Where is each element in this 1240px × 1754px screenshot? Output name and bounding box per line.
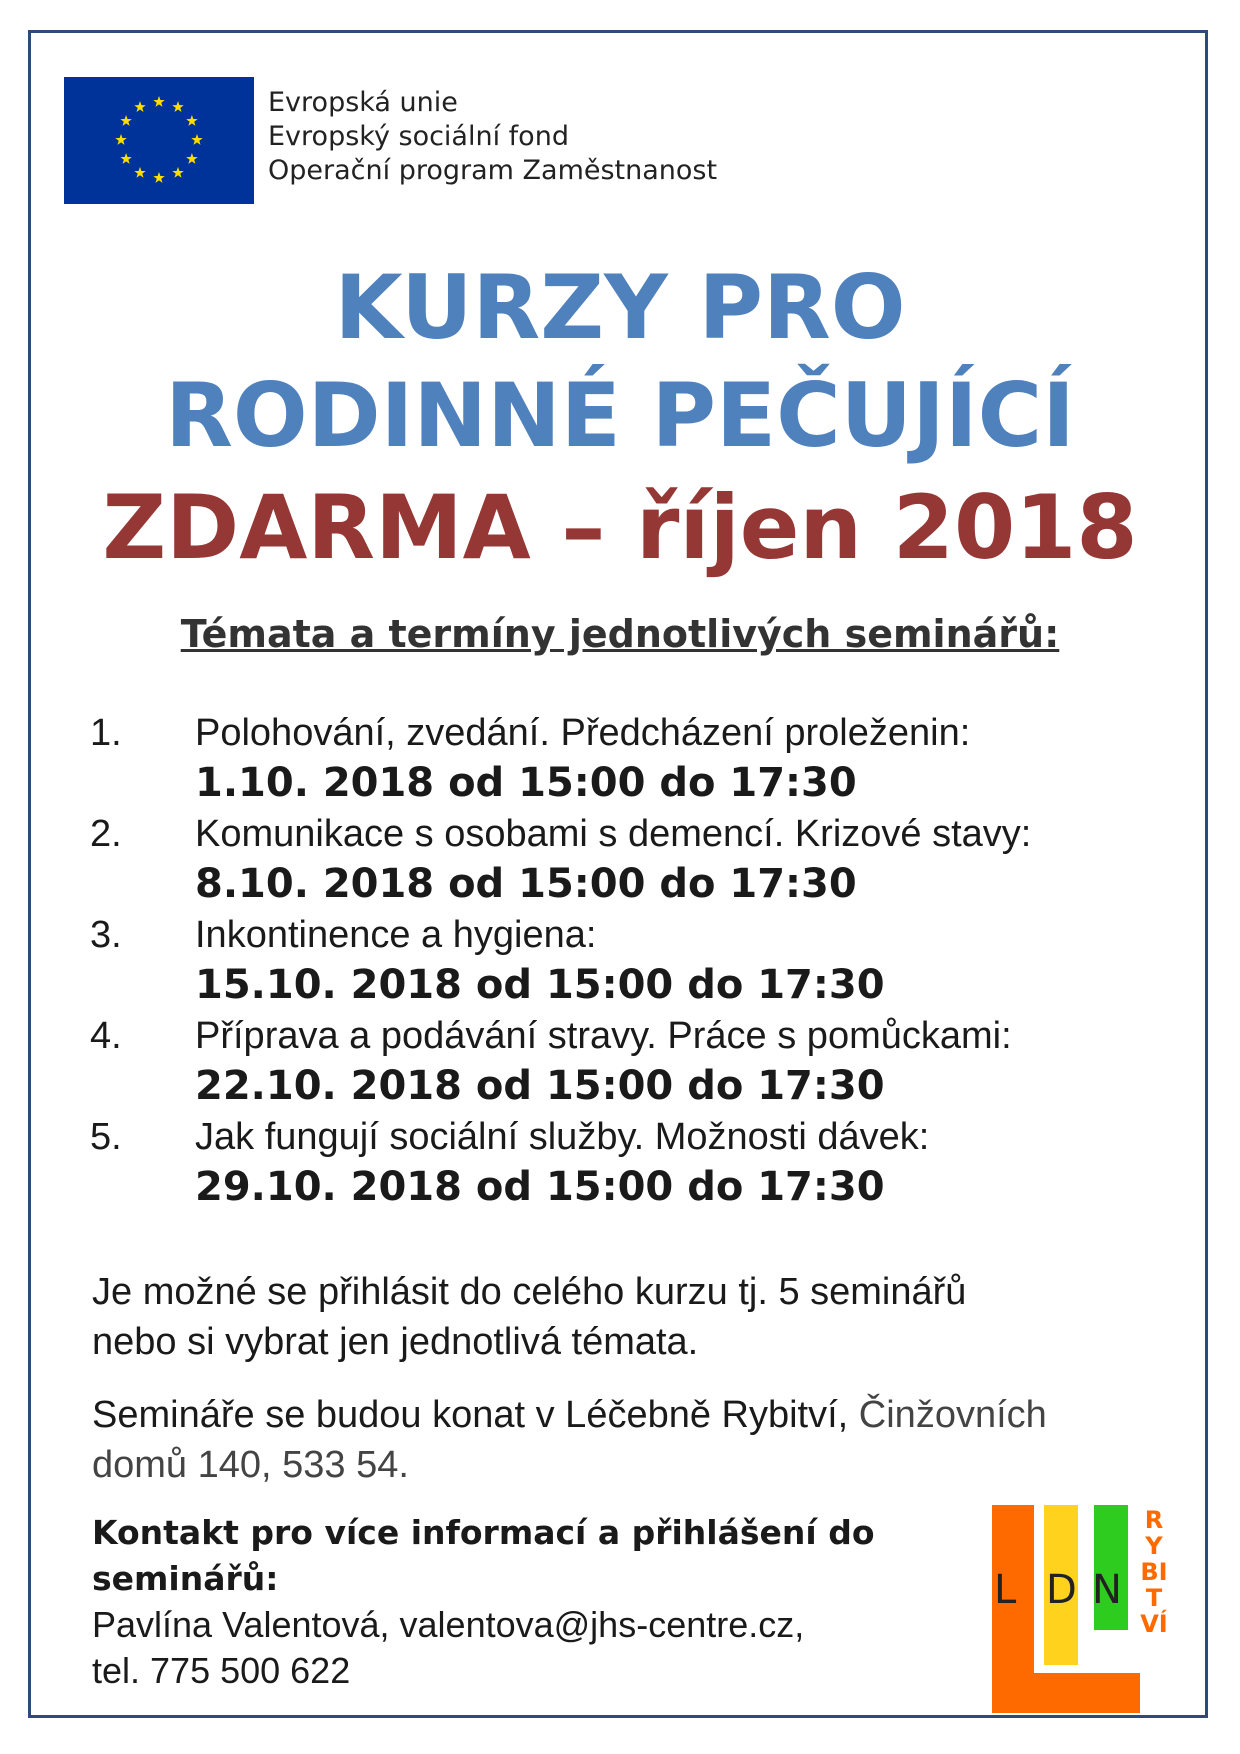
ldn-side-text: RYBITVÍ [1140,1506,1168,1638]
contact-details [92,1602,804,1694]
eu-line-1: Evropská unie [268,87,458,118]
contact-person[interactable]: Pavlína Valentová, valentova@jhs-centre.cz, [92,1604,805,1645]
contact-heading-line-1: Kontakt pro více informací a přihlášení do [92,1513,875,1552]
seminar-date: 22.10. 2018 od 15:00 do 17:30 [195,1063,885,1109]
seminar-item [90,708,1170,809]
eu-star-icon [186,115,197,126]
eu-star-icon [120,115,131,126]
eu-star-icon [186,153,197,164]
enrollment-line-2: nebo si vybrat jen jednotlivá témata. [92,1321,699,1363]
eu-flag-logo [64,77,254,204]
eu-program-text [268,86,717,188]
ldn-letter-l: L [994,1567,1017,1613]
contact-heading-line-2: seminářů: [92,1559,279,1598]
seminar-item [90,1011,1170,1112]
ldn-orange-base [992,1673,1140,1713]
seminars-heading: Témata a termíny jednotlivých seminářů: [180,612,1060,656]
eu-star-icon [115,134,126,145]
eu-star-icon [172,101,183,112]
location-info [92,1390,1047,1490]
seminar-number: 5. [90,1116,122,1158]
title-line-1: KURZY PRO [334,256,906,359]
seminar-date: 15.10. 2018 od 15:00 do 17:30 [195,962,885,1008]
title-line-2: RODINNÉ PEČUJÍCÍ [165,364,1075,467]
eu-star-icon [191,134,202,145]
eu-star-icon [172,167,183,178]
contact-phone: tel. 775 500 622 [92,1650,351,1691]
location-line-1a: Semináře se budou konat v Léčebně Rybitví, [92,1394,859,1436]
enrollment-line-1: Je možné se přihlásit do celého kurzu tj. 5 seminářů [92,1271,967,1313]
seminar-date: 29.10. 2018 od 15:00 do 17:30 [195,1164,885,1210]
seminar-topic: Jak fungují sociální služby. Možnosti dávek: [195,1116,930,1158]
eu-star-icon [153,172,164,183]
seminar-number: 2. [90,813,122,855]
eu-line-3: Operační program Zaměstnanost [268,155,718,186]
seminar-topic: Komunikace s osobami s demencí. Krizové stavy: [195,813,1032,855]
eu-stars-icon [64,77,254,204]
seminar-number: 4. [90,1015,122,1057]
title-line-3: ZDARMA – říjen 2018 [102,476,1138,579]
eu-star-icon [153,96,164,107]
seminar-topic: Polohování, zvedání. Předcházení proleženin: [195,712,971,754]
location-line-2: domů 140, 533 54. [92,1444,409,1486]
eu-star-icon [134,101,145,112]
seminar-topic: Příprava a podávání stravy. Práce s pomůckami: [195,1015,1012,1057]
seminar-item [90,910,1170,1011]
contact-heading [92,1510,875,1602]
seminar-item [90,1112,1170,1213]
ldn-letter-d: D [1046,1567,1077,1613]
eu-star-icon [134,167,145,178]
seminar-list [90,708,1170,1213]
ldn-rybitvi-logo [992,1505,1192,1715]
seminar-item [90,809,1170,910]
eu-star-icon [120,153,131,164]
seminar-topic: Inkontinence a hygiena: [195,914,597,956]
enrollment-info [92,1267,966,1367]
ldn-letter-n: N [1092,1567,1122,1613]
seminar-date: 1.10. 2018 od 15:00 do 17:30 [195,760,857,806]
seminar-number: 1. [90,712,122,754]
seminar-date: 8.10. 2018 od 15:00 do 17:30 [195,861,857,907]
seminar-number: 3. [90,914,122,956]
eu-line-2: Evropský sociální fond [268,121,569,152]
location-line-1b: Činžovních [858,1394,1047,1436]
